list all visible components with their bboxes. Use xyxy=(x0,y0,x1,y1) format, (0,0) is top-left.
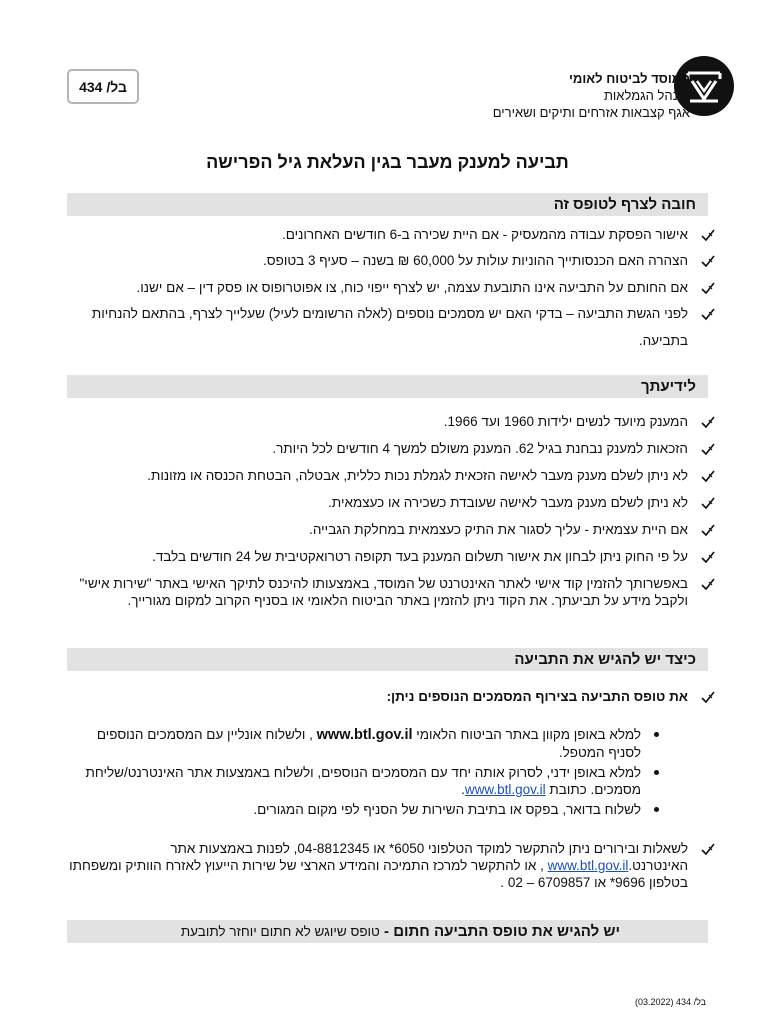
list-item: הצהרה האם הכנסותייך ההוניות עולות על 60,000 ₪ בשנה – סעיף 3 בטופס. xyxy=(63,252,688,269)
check-pen-icon xyxy=(700,441,716,457)
list-item: לא ניתן לשלם מענק מעבר לאישה הזכאית לגמלת נכות כללית, אבטלה, הבטחת הכנסה או מזונות. xyxy=(63,467,688,484)
btl-link[interactable]: www.btl.gov.il xyxy=(547,858,629,873)
list-item: אם החותם על התביעה אינו התובעת עצמה, יש לצרף ייפוי כוח, צו אפוטרופוס או פסק דין – אם ישנו. xyxy=(63,279,688,296)
check-pen-icon xyxy=(700,841,716,857)
btl-link[interactable]: www.btl.gov.il xyxy=(464,782,546,797)
check-pen-icon xyxy=(700,414,716,430)
bullet xyxy=(654,770,659,775)
submit-option: למלא באופן מקוון באתר הביטוח הלאומי www.btl.gov.il , ולשלוח אונליין עם המסמכים הנוספים לסניף המטפל. xyxy=(81,726,641,761)
list-item: אישור הפסקת עבודה מהמעסיק - אם היית שכירה ב-6 חודשים האחרונים. xyxy=(63,226,688,243)
check-pen-icon xyxy=(700,576,716,592)
list-item: על פי החוק ניתן לבחון את אישור תשלום המענק בעד תקופה רטרואקטיבית של 24 חודשים בלבד. xyxy=(63,548,688,565)
form-code-box xyxy=(67,69,139,104)
check-pen-icon xyxy=(700,495,716,511)
list-item: המענק מיועד לנשים ילידות 1960 ועד 1966. xyxy=(63,413,688,430)
check-pen-icon xyxy=(700,689,716,705)
bullet xyxy=(654,807,659,812)
list-item: לא ניתן לשלם מענק מעבר לאישה שעובדת כשכירה או כעצמאית. xyxy=(63,494,688,511)
section-heading-submit: כיצד יש להגיש את התביעה xyxy=(67,648,708,671)
check-pen-icon xyxy=(700,549,716,565)
letterhead xyxy=(493,70,690,121)
list-item: באפשרותך להזמין קוד אישי לאתר האינטרנט של המוסד, באמצעותו להיכנס לתיקך האישי באתר "שירות אישי" ולקבל מידע על תביעתך. את הקוד ניתן להזמין באתר הביטוח הלאומי או בסניף הקרוב למקום מגורייך. xyxy=(63,575,688,609)
check-pen-icon xyxy=(700,227,716,243)
page-title: תביעה למענק מעבר בגין העלאת גיל הפרישה xyxy=(206,152,569,172)
org-name: המוסד לביטוח לאומי xyxy=(569,71,690,86)
section-heading-required: חובה לצרף לטופס זה xyxy=(67,193,708,216)
list-item: הזכאות למענק נבחנת בגיל 62. המענק משולם למשך 4 חודשים לכל היותר. xyxy=(63,440,688,457)
check-pen-icon xyxy=(700,306,716,322)
form-version-footer: בל/ 434 (03.2022) xyxy=(635,997,707,1007)
submit-option: לשלוח בדואר, בפקס או בתיבת השירות של הסניף לפי מקום המגורים. xyxy=(81,801,641,818)
form-code: בל/ 434 xyxy=(79,78,127,95)
submit-intro: את טופס התביעה בצירוף המסמכים הנוספים ניתן: xyxy=(63,688,688,705)
contact-info: לשאלות ובירורים ניתן להתקשר למוקד הטלפוני 6050* או 04-8812345, לפנות באמצעות אתר האינטרנט.www.btl.gov.il , או להתקשר למרכז התמיכה והמידע הארצי של שירות הייעוץ לאזרח הוותיק ומשפחתו בטלפון 9696* או 6709857 – 02 . xyxy=(63,840,688,891)
bullet xyxy=(654,732,659,737)
division-name: מינהל הגמלאות xyxy=(603,88,690,103)
btl-site-text: www.btl.gov.il xyxy=(316,727,413,743)
check-pen-icon xyxy=(700,280,716,296)
section-heading-info: לידיעתך xyxy=(67,375,708,398)
department-name: אגף קצבאות אזרחים ותיקים ושאירים xyxy=(492,105,690,120)
check-pen-icon xyxy=(700,253,716,269)
check-pen-icon xyxy=(700,468,716,484)
check-pen-icon xyxy=(700,522,716,538)
list-item: לפני הגשת התביעה – בדקי האם יש מסמכים נוספים (לאלה הרשומים לעיל) שעלייך לצרף, בהתאם להנחיות בתביעה. xyxy=(63,300,688,354)
signature-notice: יש להגיש את טופס התביעה חתום - טופס שיוגש לא חתום יוחזר לתובעת xyxy=(67,920,708,943)
submit-option: למלא באופן ידני, לסרוק אותה יחד עם המסמכים הנוספים, ולשלוח באמצעות אתר האינטרנט/שליחת מסמכים. כתובת www.btl.gov.il. xyxy=(81,764,641,798)
list-item: אם היית עצמאית - עליך לסגור את התיק כעצמאית במחלקת הגבייה. xyxy=(63,521,688,538)
